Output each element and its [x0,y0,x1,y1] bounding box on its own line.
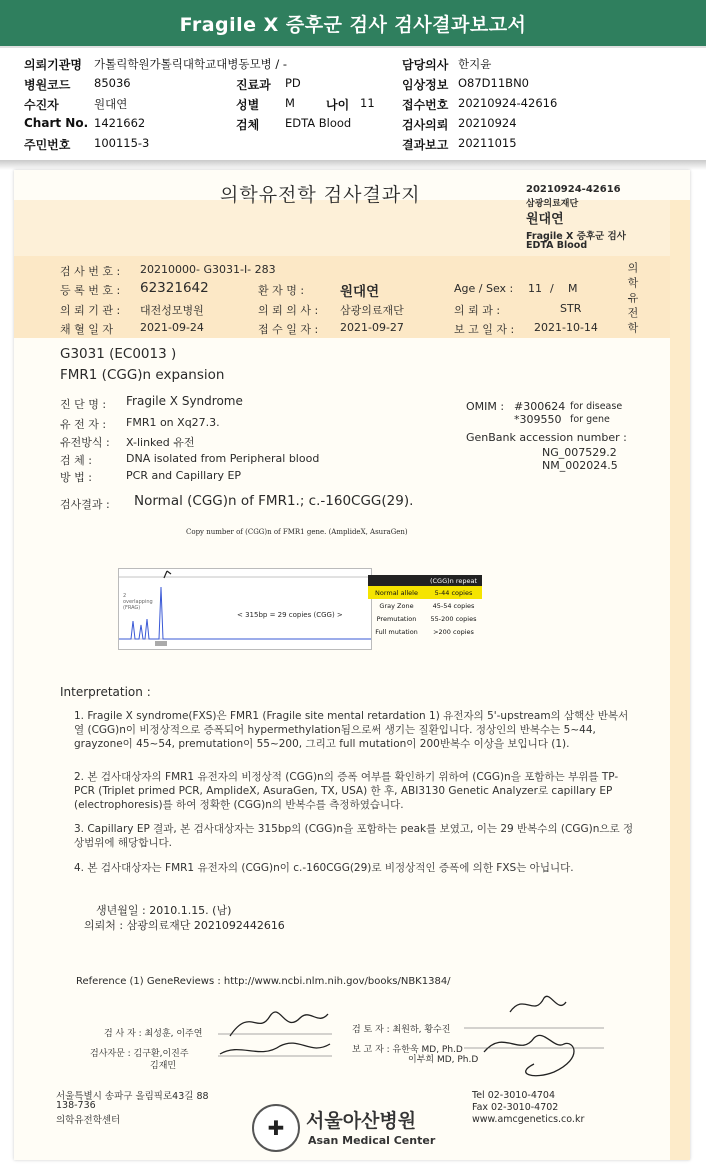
interpretation-item: 3. Capillary EP 결과, 본 검사대상자는 315bp의 (CGG)n을 포함하는 peak를 보였고, 이는 29 반복수의 (CGG)n으로 정상범위에 해당합니다. [74,823,634,849]
reporter: 보 고 자 : 유한욱 MD, Ph.D [352,1045,463,1055]
label-box-line: 삼광의료재단 [526,199,579,209]
electropherogram [118,568,372,650]
reviewer: 검 토 자 : 최원하, 황수진 [352,1025,451,1035]
patient-label: 환 자 명 : [258,284,305,297]
field-label: 임상정보 [402,78,449,92]
doctor-value: 삼광의료재단 [340,304,404,317]
field-label: 주민번호 [24,138,71,152]
address-center: 의학유전학센터 [56,1115,121,1126]
figure-left-note: 2 overlapping (FRAG) [123,593,153,611]
detail-label: 검 체 : [60,454,92,467]
detail-label: 유전방식 : [60,436,110,449]
field-value: 11 [360,96,375,110]
label-box-line: EDTA Blood [526,240,588,251]
field-label: 결과보고 [402,138,449,152]
side-strip [670,200,690,1160]
receive-date: 2021-09-27 [340,321,404,334]
reporter-extra: 이부희 MD, Ph.D [408,1055,479,1065]
repeat-table-header-label: (CGG)n repeat [429,576,478,585]
repeat-table-row [368,586,482,599]
fax: Fax 02-3010-4702 [472,1102,559,1113]
repeat-category: Full mutation [375,627,418,636]
field-label: 담당의사 [402,58,449,72]
tester: 검 사 자 : 최성훈, 이주연 [104,1029,203,1039]
hospital-name-kr: 서울아산병원 [306,1110,417,1132]
inst-label: 의 뢰 기 관 : [60,304,121,317]
reg-no-label: 등 록 번 호 : [60,284,121,297]
test-name: FMR1 (CGG)n expansion [60,367,225,383]
signature-left [210,996,340,1062]
field-value: 20210924-42616 [458,96,558,110]
field-label: 수진자 [24,98,59,112]
result-value: Normal (CGG)n of FMR1.; c.-160CGG(29). [134,493,414,509]
figure-caption: Copy number of (CGG)n of FMR1 gene. (AmplideX, AsuraGen) [186,528,408,536]
repeat-range: 5-44 copies [434,588,473,597]
result-label: 검사결과 : [60,498,110,511]
field-value: 85036 [94,76,131,90]
hospital-logo-icon [252,1104,300,1152]
advisor-extra: 김재민 [150,1061,177,1071]
detail-value: Fragile X Syndrome [126,394,243,408]
repeat-table-header [368,575,482,586]
header-divider [0,160,706,170]
exam-no: 20210000- G3031-I- 283 [140,263,276,276]
detail-value: X-linked 유전 [126,436,195,449]
interpretation-title: Interpretation : [60,685,151,699]
label-box-line: 원대연 [526,212,564,227]
field-label: 진료과 [236,78,271,92]
genbank-id: NM_002024.5 [542,459,618,472]
field-label: 검사의뢰 [402,118,449,132]
label-box-line: 20210924-42616 [526,184,621,195]
signature-right [454,988,614,1084]
report-title: Fragile X 증후군 검사 검사결과보고서 [0,0,706,48]
interpretation-item: 4. 본 검사대상자는 FMR1 유전자의 (CGG)n이 c.-160CGG(29)로 비정상적인 증폭에 의한 FXS는 아닙니다. [74,862,574,874]
omim-disease: #300624 [514,400,566,413]
reference: Reference (1) GeneReviews : http://www.ncbi.nlm.nih.gov/books/NBK1384/ [76,976,451,987]
age-sex-slash: / [550,282,554,295]
collect-label: 채 혈 일 자 [60,323,113,336]
repeat-table-row [368,599,482,612]
dept-value: STR [560,302,582,315]
field-value: 1421662 [94,116,146,130]
repeat-category: Premutation [376,614,417,623]
field-value: O87D11BN0 [458,76,529,90]
detail-value: DNA isolated from Peripheral blood [126,452,320,465]
patient-name: 원대연 [340,284,380,300]
scanned-report [14,170,690,1160]
advisor: 검사자문 : 김구환,이진주 [90,1049,189,1059]
address: 서울특별시 송파구 올림픽로43길 88 [56,1091,209,1102]
field-value: 100115-3 [94,136,150,150]
repeat-range: >200 copies [433,627,474,636]
test-code: G3031 (EC0013 ) [60,346,177,362]
dept-label: 의 뢰 과 : [454,304,501,317]
field-value: 원대연 [94,97,128,111]
field-value: 한지윤 [458,57,492,71]
report-metadata [0,52,706,158]
field-value: M [285,96,295,110]
side-label: 의학유전학 [626,262,639,337]
hospital-logo-mark: ✚ [267,1116,285,1140]
interpretation-item: 2. 본 검사대상자의 FMR1 유전자의 비정상적 (CGG)n의 증폭 여부를 확인하기 위하여 (CGG)n을 포함하는 부위를 TP-PCR (Triplet primed PCR, AmplideX, AsuraGen, TX, USA) 한 후, ABI3130 Genetic Analyzer로 capillary EP (electrophoresis)를 하여 정확한 (CGG)n의 반복수를 측정하였습니다. [74,771,619,811]
electropherogram-plot [119,569,371,649]
repeat-table-row [368,625,482,638]
doc-title: 의학유전학 검사결과지 [220,184,421,206]
detail-label: 진 단 명 : [60,398,107,411]
receive-label: 접 수 일 자 : [258,323,319,336]
repeat-category: Gray Zone [379,601,414,610]
field-value: EDTA Blood [285,116,352,130]
detail-value: FMR1 on Xq27.3. [126,416,220,429]
field-label: 나이 [326,98,350,112]
field-label: 병원코드 [24,78,71,92]
website: www.amcgenetics.co.kr [472,1114,585,1125]
hospital-name-en: Asan Medical Center [308,1134,436,1147]
sex-value: M [568,282,578,295]
detail-label: 방 법 : [60,471,92,484]
referrer: 의뢰처 : 삼광의료재단 2021092442616 [84,919,285,932]
age-sex-label: Age / Sex : [454,282,514,295]
repeat-table [368,575,482,638]
exam-no-label: 검 사 번 호 : [60,265,121,278]
omim-disease-desc: for disease [570,401,623,412]
report-date: 2021-10-14 [534,321,598,334]
report-label: 보 고 일 자 : [454,323,515,336]
tel: Tel 02-3010-4704 [472,1090,555,1101]
birth-date: 생년월일 : 2010.1.15. (남) [96,904,232,917]
field-label: 검체 [236,118,260,132]
repeat-range: 55-200 copies [430,614,477,623]
field-label: 의뢰기관명 [24,58,82,72]
genbank-label: GenBank accession number : [466,431,627,444]
doctor-label: 의 뢰 의 사 : [258,304,319,317]
field-label: 성별 [236,98,260,112]
field-value: 가톨릭학원가톨릭대학교대병동모병 / - [94,57,288,71]
omim-gene-desc: for gene [570,414,610,425]
omim-gene: *309550 [514,413,562,426]
field-value: PD [285,76,301,90]
field-value: 20211015 [458,136,517,150]
repeat-table-row [368,612,482,625]
collect-date: 2021-09-24 [140,321,204,334]
reg-no: 62321642 [140,280,209,296]
detail-label: 유 전 자 : [60,418,107,431]
label-box-line: Fragile X 증후군 검사 [526,231,626,242]
age-value: 11 [528,282,542,295]
repeat-category: Normal allele [375,588,418,597]
genbank-id: NG_007529.2 [542,446,617,459]
field-label: Chart No. [24,116,89,130]
address-postcode: 138-736 [56,1100,96,1111]
figure-peak-label: < 315bp = 29 copies (CGG) > [237,611,343,619]
omim-label: OMIM : [466,400,505,413]
interpretation-item: 1. Fragile X syndrome(FXS)은 FMR1 (Fragile site mental retardation 1) 유전자의 5'-upstream의 삼핵산 반복서열 (CGG)n이 비정상적으로 증폭되어 hypermethylation됨으로써 생기는 질환입니다. 정상인의 반복수는 5~44, grayzone이 45~54, premutation이 55~200, 그리고 full mutation이 200반복수 이상을 보입니다 (1). [74,710,629,750]
repeat-range: 45-54 copies [432,601,475,610]
inst-value: 대전성모병원 [140,304,204,317]
field-label: 접수번호 [402,98,449,112]
field-value: 20210924 [458,116,517,130]
detail-value: PCR and Capillary EP [126,469,242,482]
